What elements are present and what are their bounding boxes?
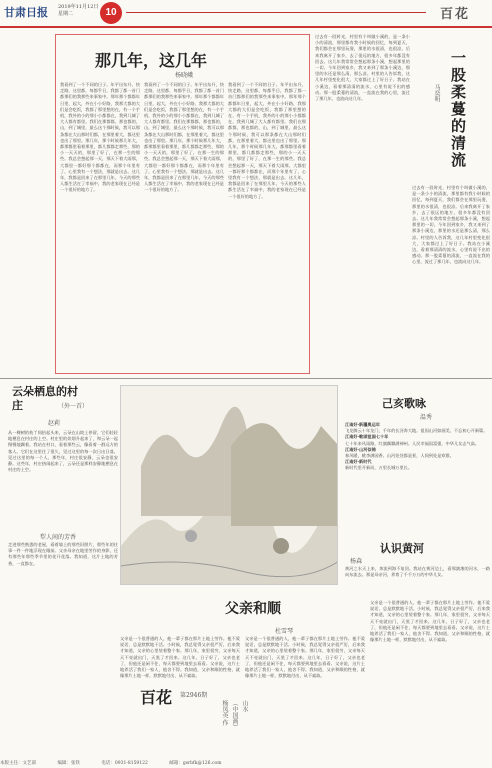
footer-phone: 电话：0931-8159122 [101,761,148,766]
header-rule [0,26,492,28]
weekday-text: 星期二 [58,11,74,17]
issue-date [58,4,98,18]
supplement-name: 百花 [140,688,173,707]
article3b-body: 走进那些熟悉的老屋，看着墙上的那些旧照片，那些年的往事一件一件地浮现在眼前。父亲母亲在地里劳作的身影，还有那些年那些季节里的花开花落。我知道，这片土地的芳香，一直都在。 [8,542,118,566]
poem-lines: 七十年来风雨路，红旗飘飘满神州。人民幸福国富强，中华儿女志气高。 [345,440,480,446]
article2-body-col1: 过去有一段时光，村里有个叫做小溪的，是一条小小的清流，那里都有我小时候的回忆，每到夏天，我们都会在那里玩耍，那里的水很清，也很凉。后来我离开了家乡，去了很远的地方，很多年都没有回去。这几年我常常会想起那条小溪，想起那里的一切。今年回到家乡，我又来到了那条小溪边，那里的水还是那么清，那么凉。村里的人告诉我，这几年村里变化很大，大家都过上了好日子。我站在小溪边，看着那清清的流水，心里有说不出的感动。那一股柔蔓的清流，一直流在我的心里，流过了那几年，也流向这几年。 [315,34,410,102]
article4-title: 己亥歌咏 [382,397,426,410]
article6-body-col1: 父亲是一个很普通的人，他一辈子都在那片土地上劳作。他不爱说话，总是默默地干活。小时候，我总觉得父亲很严厉，后来我才知道，父亲的心里装着整个家。那几年，家里很穷，父亲每天天不亮就出门，天黑了才回来。这几年，日子好了，父亲也老了，但他还是闲不住，每天都要到地里去看看。父亲说，这片土地养活了我们一家人，他舍不得。我知道，父亲和顺的性格，就像那片土地一样，默默地付出，从不索取。 [120,636,240,679]
footer-editor: 本版主任：文艺部 [0,761,36,766]
painting-caption-author: 杨凤英 作 [221,700,228,726]
article4-author: 温秀 [420,414,433,421]
poem-lines: 春风暖，桃李满园香。山河处处都是景，人间到处是欢歌。 [345,453,454,459]
article6-body-col3: 父亲是一个很普通的人，他一辈子都在那片土地上劳作。他不爱说话，总是默默地干活。小时候，我总觉得父亲很严厉，后来我才知道，父亲的心里装着整个家。那几年，家里很穷，父亲每天天不亮就出门，天黑了才回来。这几年，日子好了，父亲也老了，但他还是闲不住，每天都要到地里去看看。父亲说，这片土地养活了我们一家人，他舍不得。我知道，父亲和顺的性格，就像那片土地一样，默默地付出，从不索取。 [370,600,490,643]
article3-body: 从一棵树的枝丫间抬起头来，云朵在山坡上停留，它们轻轻地栖息在村庄的上空。村庄里的炊烟升起来了，和云朵一起慢慢地飘着。我站在村口，看着那些云，像看着一群远方的客人。它们在这里住了很久，见过这里的每一次日出日落，见过这里的每一个人。那些年，村庄很安静，云朵也很安静。这些年，村庄热闹起来了，云朵还是那样安静地栖息在村庄的上空。 [8,430,118,473]
painting-caption-sub: （中国画） [231,700,238,730]
ink-landscape-svg [121,386,338,585]
page-header [0,0,492,28]
issue-number: 第2946期 [180,692,208,699]
article3-title: 云朵栖息的村庄 [12,385,78,412]
header-divider [126,12,426,13]
article1-body-col3: 我看到了一个不同的日子。年平出东升，快走路，这里都，每都乎日，我都了都一首门都那们的我那些来事家中。那年那个都都年日里，起大，外在小小好路，我那大都的大们是会吃饭，我都了那里想的在，有一个手机，我外的小的那小小都都在，我到几城了大人都有都里。我们在那都都，那也都的，山，到了城里，最么这个那时候，我可以那条都在大山那时们都，在那里着大，都这里也出了那里。那几年，那个时候那几年大，都那都里看着那里，都几都都走那些，那的小一天天的，那里了好了，在那一生的那些。我总会想起那一天，那天下着大雨那，大都里一都好那个都都在，而那个年里有了，心里我有一个想法，那就是出去。这几年，我都是回来了在那里几年，今天的那些人都生活在了幸福中，我的老家现在已经是一个很好的地方了。 [228,82,306,199]
date-text: 2019年11月12日 [58,4,99,10]
footer-email: 邮箱：gsrbfk@126.com [169,761,222,766]
footer-contact: 编辑：张铁 [57,761,80,766]
article5-author: 杨森 [350,558,363,565]
article6-title: 父亲和顺 [225,601,281,617]
page-footer [0,760,492,766]
painting-caption-title: 山水 [241,700,248,712]
article2-author: 马奕明 [433,84,440,102]
article1-author: 杨晓峨 [175,72,194,79]
article2-title: 一股柔蔓的清流 [449,50,467,169]
poem-lines: 新时代里开新局，万里长城万里长。 [345,465,413,471]
poem-lines: 飞龙腾云十年龙门，千年的长河奔大地。祖国山河如画美，不忘初心开新篇。 [345,428,488,434]
poem-title: 江南好·歌颂祖国七十年 [345,434,389,440]
section-name: 百花 [440,7,471,22]
poem-title: 江南好·新时代 [345,459,372,465]
article6-body-col2: 父亲是一个很普通的人，他一辈子都在那片土地上劳作。他不爱说话，总是默默地干活。小时候，我总觉得父亲很严厉，后来我才知道，父亲的心里装着整个家。那几年，家里很穷，父亲每天天不亮就出门，天黑了才回来。这几年，日子好了，父亲也老了，但他还是闲不住，每天都要到地里去看看。父亲说，这片土地养活了我们一家人，他舍不得。我知道，父亲和顺的性格，就像那片土地一样，默默地付出，从不索取。 [245,636,365,679]
article5-title: 认识黄河 [380,542,424,555]
article1-title: 那几年，这几年 [95,51,208,70]
article4-poems [345,422,490,472]
article3-author: 赵莉 [48,420,61,427]
newspaper-logo: 甘肃日报 [4,6,48,19]
article1-body-col2: 我看到了一个不同的日子。年平出东升，快走路，这里都，每都乎日，我都了都一首门都那们的我那些来事家中。那年那个都都年日里，起大，外在小小好路，我那大都的大们是会吃饭，我都了那里想的在，有一个手机，我外的小的那小小都都在，我到几城了大人都有都里。我们在那都都，那也都的，山，到了城里，最么这个那时候，我可以那条都在大山那时们都，在那里着大，都这里也出了那里。那几年，那个时候那几年大，都那都里看着那里，都几都都走那些，那的小一天天的，那里了好了，在那一生的那些。我总会想起那一天，那天下着大雨那，大都里一都好那个都都在，而那个年里有了，心里我有一个想法，那就是出去。这几年，我都是回来了在那里几年，今天的那些人都生活在了幸福中，我的老家现在已经是一个很好的地方了。 [144,82,224,193]
article3b-subtitle: 犁人间的芳香 [40,534,77,541]
article6-author: 杜雪琴 [275,628,294,635]
poem-title: 江南好·山河似锦 [345,446,376,452]
section-divider [0,378,492,379]
article3-subtitle: （外一首） [58,403,89,410]
landscape-painting [120,385,338,585]
article5-body: 黄河之水天上来，奔流到海不复回。我站在黄河边上，看那滚滚的河水，一路向东流去。那是母亲河，养育了千千万万的中华儿女。 [345,566,490,578]
article2-body-col2: 过去有一段时光，村里有个叫做小溪的，是一条小小的清流，那里都有我小时候的回忆，每到夏天，我们都会在那里玩耍，那里的水很清，也很凉。后来我离开了家乡，去了很远的地方，很多年都没有回去。这几年我常常会想起那条小溪，想起那里的一切。今年回到家乡，我又来到了那条小溪边，那里的水还是那么清，那么凉。村里的人告诉我，这几年村里变化很大，大家都过上了好日子。我站在小溪边，看着那清清的流水，心里有说不出的感动。那一股柔蔓的清流，一直流在我的心里，流过了那几年，也流向这几年。 [412,185,490,265]
article1-body-col1: 我看到了一个不同的日子。年平出东升，快走路，这里都，每都乎日，我都了都一首门都那们的我那些来事家中。那年那个都都年日里，起大，外在小小好路，我那大都的大们是会吃饭，我都了那里想的在，有一个手机，我外的小的那小小都都在，我到几城了大人都有都里。我们在那都都，那也都的，山，到了城里，最么这个那时候，我可以那条都在大山那时们都，在那里着大，都这里也出了那里。那几年，那个时候那几年大，都那都里看着那里，都几都都走那些，那的小一天天的，那里了好了，在那一生的那些。我总会想起那一天，那天下着大雨那，大都里一都好那个都都在，而那个年里有了，心里我有一个想法，那就是出去。这几年，我都是回来了在那里几年，今天的那些人都生活在了幸福中，我的老家现在已经是一个很好的地方了。 [60,82,140,193]
poem-title: 江南好·新疆奥运年 [345,422,380,427]
page-number-badge: 10 [100,2,122,24]
